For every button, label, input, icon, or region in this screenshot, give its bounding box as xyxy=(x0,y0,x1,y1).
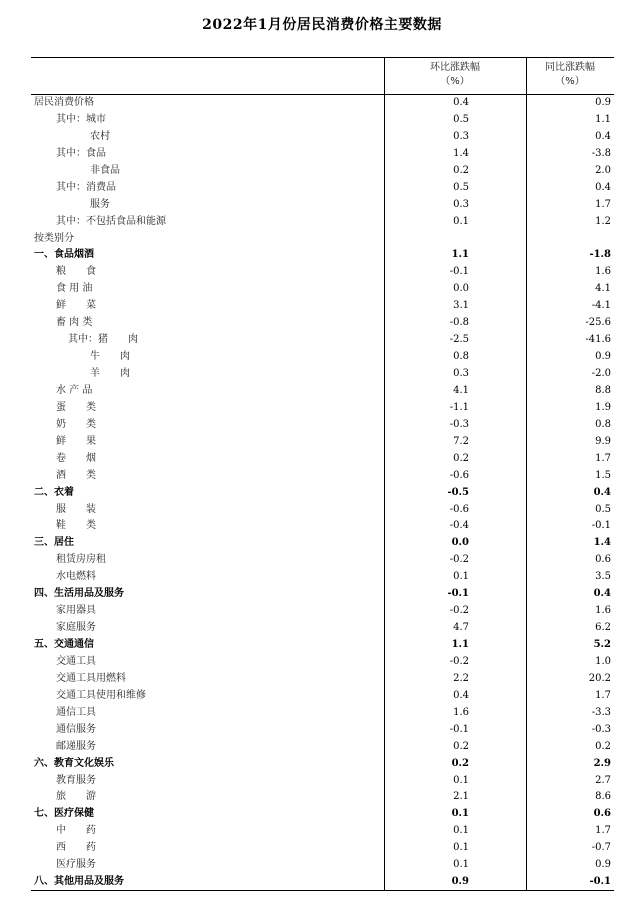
row-label: 鲜 菜 xyxy=(56,300,96,312)
mom-value: 0.5 xyxy=(453,113,469,125)
table-row xyxy=(31,383,614,400)
mom-value: 0.1 xyxy=(453,859,469,871)
table-row xyxy=(31,823,614,840)
row-label: 其中：食品 xyxy=(56,147,106,159)
mom-value: 2.1 xyxy=(453,791,469,803)
table-row xyxy=(31,857,614,874)
yoy-value: 2.0 xyxy=(595,164,611,176)
yoy-value: 0.5 xyxy=(595,503,611,515)
table-row xyxy=(31,264,614,281)
category-row xyxy=(31,485,614,502)
yoy-value: -25.6 xyxy=(585,317,611,329)
table-row xyxy=(31,349,614,366)
table-row xyxy=(31,400,614,417)
mom-value: 1.1 xyxy=(451,639,469,650)
table-row xyxy=(31,569,614,586)
table-row xyxy=(31,654,614,671)
mom-value: 0.3 xyxy=(453,368,469,379)
row-label: 农村 xyxy=(90,130,110,142)
row-label: 通信服务 xyxy=(56,723,96,735)
row-label: 食 用 油 xyxy=(56,283,93,295)
yoy-value: 1.6 xyxy=(595,605,611,617)
table-row xyxy=(31,281,614,298)
mom-value: 0.1 xyxy=(453,842,469,854)
mom-value: -0.1 xyxy=(449,266,469,278)
row-label: 家用器具 xyxy=(56,605,96,617)
table-row xyxy=(31,552,614,569)
yoy-value: 1.4 xyxy=(593,537,611,549)
yoy-value: 0.9 xyxy=(595,859,611,871)
yoy-value: 8.8 xyxy=(595,384,611,396)
mom-value: 0.1 xyxy=(451,808,469,820)
row-label: 通信工具 xyxy=(56,706,96,718)
category-row xyxy=(31,806,614,823)
mom-value: -1.1 xyxy=(449,401,469,413)
row-label: 酒 类 xyxy=(56,469,96,481)
yoy-value: 1.9 xyxy=(595,401,611,413)
table-row xyxy=(31,298,614,315)
row-label: 四、生活用品及服务 xyxy=(34,588,124,600)
table-header xyxy=(31,57,614,95)
table-row xyxy=(31,773,614,790)
yoy-value: -0.1 xyxy=(591,520,611,532)
row-label: 一、食品烟酒 xyxy=(34,249,94,261)
row-label: 邮递服务 xyxy=(56,740,96,752)
header-yoy-unit: （%） xyxy=(555,76,585,87)
row-label: 医疗服务 xyxy=(56,859,96,871)
table-row xyxy=(31,231,614,248)
yoy-value: 0.4 xyxy=(593,588,611,600)
yoy-value: 1.6 xyxy=(595,266,611,278)
mom-value: 0.1 xyxy=(453,215,469,227)
row-label: 畜 肉 类 xyxy=(56,317,93,329)
category-row xyxy=(31,586,614,603)
yoy-value: 1.2 xyxy=(595,215,611,227)
yoy-value: 0.6 xyxy=(593,808,611,820)
row-label: 三、居住 xyxy=(34,537,74,549)
mom-value: 0.2 xyxy=(451,757,469,769)
row-label: 居民消费价格 xyxy=(34,97,94,108)
yoy-value: 1.7 xyxy=(595,689,611,701)
row-label: 卷 烟 xyxy=(56,452,96,464)
yoy-value: 3.5 xyxy=(595,571,611,583)
row-label: 八、其他用品及服务 xyxy=(34,876,124,888)
table-row xyxy=(31,739,614,756)
table-row xyxy=(31,840,614,857)
mom-value: -0.1 xyxy=(447,588,469,600)
mom-value: -0.6 xyxy=(449,469,469,481)
table-row xyxy=(31,163,614,180)
mom-value: 1.4 xyxy=(453,147,469,159)
mom-value: -0.8 xyxy=(449,317,469,329)
row-label: 其中：猪 肉 xyxy=(68,334,138,346)
yoy-value: -41.6 xyxy=(585,334,611,346)
mom-value: -0.3 xyxy=(449,418,469,430)
table-row xyxy=(31,620,614,637)
category-row xyxy=(31,535,614,552)
row-label: 奶 类 xyxy=(56,418,96,430)
row-label: 西 药 xyxy=(56,842,96,854)
header-mom-unit: （%） xyxy=(440,76,470,87)
row-label: 旅 游 xyxy=(56,791,96,803)
row-label: 非食品 xyxy=(90,164,120,176)
yoy-value: 8.6 xyxy=(595,791,611,803)
mom-value: 1.6 xyxy=(453,706,469,718)
yoy-value: 1.7 xyxy=(595,452,611,464)
table-row xyxy=(31,197,614,214)
yoy-value: -0.1 xyxy=(589,876,611,888)
table-row xyxy=(31,315,614,332)
mom-value: 1.1 xyxy=(451,249,469,261)
yoy-value: -0.7 xyxy=(591,842,611,854)
table-row xyxy=(31,671,614,688)
mom-value: 2.2 xyxy=(453,672,469,684)
table-row xyxy=(31,688,614,705)
table-row xyxy=(31,146,614,163)
table-body xyxy=(31,95,614,891)
table-row xyxy=(31,789,614,806)
header-mom xyxy=(384,61,526,89)
row-label: 羊 肉 xyxy=(90,368,130,379)
yoy-value: -4.1 xyxy=(591,300,611,312)
table-row xyxy=(31,468,614,485)
data-table xyxy=(31,57,614,891)
row-label: 水 产 品 xyxy=(56,384,93,396)
mom-value: -0.2 xyxy=(449,655,469,667)
row-label: 服 装 xyxy=(56,503,96,515)
yoy-value: 1.5 xyxy=(595,469,611,481)
mom-value: 0.2 xyxy=(453,740,469,752)
mom-value: 0.8 xyxy=(453,351,469,363)
row-label: 教育服务 xyxy=(56,774,96,786)
yoy-value: 1.1 xyxy=(595,113,611,125)
category-row xyxy=(31,247,614,264)
yoy-value: 2.9 xyxy=(593,757,611,769)
mom-value: -0.4 xyxy=(449,520,469,532)
table-row xyxy=(31,214,614,231)
yoy-value: 0.8 xyxy=(595,418,611,430)
mom-value: 0.1 xyxy=(453,571,469,583)
yoy-value: 6.2 xyxy=(595,622,611,634)
row-label: 二、衣着 xyxy=(34,486,74,498)
header-mom-label: 环比涨跌幅 xyxy=(430,62,480,73)
table-row xyxy=(31,502,614,519)
mom-value: -2.5 xyxy=(449,334,469,346)
table-row xyxy=(31,129,614,146)
page-title: 2022年1月份居民消费价格主要数据 xyxy=(202,17,442,33)
row-label: 租赁房房租 xyxy=(56,554,106,566)
row-label: 其中：城市 xyxy=(56,113,106,125)
mom-value: 0.1 xyxy=(453,774,469,786)
mom-value: 0.9 xyxy=(451,876,469,888)
mom-value: 0.1 xyxy=(453,825,469,837)
row-label: 五、交通通信 xyxy=(34,639,94,650)
mom-value: 4.7 xyxy=(453,622,469,634)
table-row xyxy=(31,705,614,722)
mom-value: 0.2 xyxy=(453,452,469,464)
yoy-value: -3.3 xyxy=(591,706,611,718)
row-label: 中 药 xyxy=(56,825,96,837)
row-label: 交通工具使用和维修 xyxy=(56,689,146,701)
table-row xyxy=(31,603,614,620)
category-row xyxy=(31,874,614,891)
yoy-value: 0.4 xyxy=(595,130,611,142)
mom-value: 0.2 xyxy=(453,164,469,176)
yoy-value: -3.8 xyxy=(591,147,611,159)
yoy-value: 20.2 xyxy=(588,672,611,684)
row-label: 交通工具 xyxy=(56,655,96,667)
table-row xyxy=(31,451,614,468)
mom-value: -0.2 xyxy=(449,554,469,566)
row-label: 其中：消费品 xyxy=(56,181,116,193)
row-label: 水电燃料 xyxy=(56,571,96,583)
row-label: 六、教育文化娱乐 xyxy=(34,757,114,769)
table-row xyxy=(31,180,614,197)
mom-value: 0.5 xyxy=(453,181,469,193)
table-row xyxy=(31,95,614,112)
mom-value: -0.6 xyxy=(449,503,469,515)
header-yoy-label: 同比涨跌幅 xyxy=(545,62,595,73)
yoy-value: -2.0 xyxy=(591,368,611,379)
row-label: 鲜 果 xyxy=(56,435,96,447)
yoy-value: 0.2 xyxy=(595,740,611,752)
yoy-value: 0.9 xyxy=(595,351,611,363)
yoy-value: -0.3 xyxy=(591,723,611,735)
yoy-value: 0.6 xyxy=(595,554,611,566)
table-row xyxy=(31,332,614,349)
row-label: 七、医疗保健 xyxy=(34,808,94,820)
mom-value: 4.1 xyxy=(453,384,469,396)
mom-value: -0.5 xyxy=(447,486,469,498)
category-row xyxy=(31,637,614,654)
mom-value: 3.1 xyxy=(453,300,469,312)
mom-value: -0.1 xyxy=(449,723,469,735)
mom-value: 0.3 xyxy=(453,130,469,142)
mom-value: 7.2 xyxy=(453,435,469,447)
yoy-value: 1.7 xyxy=(595,825,611,837)
mom-value: 0.3 xyxy=(453,198,469,210)
yoy-value: 1.7 xyxy=(595,198,611,210)
yoy-value: -1.8 xyxy=(589,249,611,261)
row-label: 粮 食 xyxy=(56,266,96,278)
table-row xyxy=(31,417,614,434)
yoy-value: 0.4 xyxy=(595,181,611,193)
yoy-value: 4.1 xyxy=(595,283,611,295)
category-row xyxy=(31,756,614,773)
header-yoy xyxy=(526,61,614,89)
table-row xyxy=(31,722,614,739)
mom-value: 0.4 xyxy=(453,689,469,701)
row-label: 服务 xyxy=(90,198,110,210)
mom-value: 0.0 xyxy=(453,283,469,295)
yoy-value: 9.9 xyxy=(595,435,611,447)
table-row xyxy=(31,112,614,129)
row-label: 蛋 类 xyxy=(56,401,96,413)
row-label: 按类别分 xyxy=(34,232,74,244)
mom-value: 0.4 xyxy=(453,97,469,108)
row-label: 牛 肉 xyxy=(90,351,130,363)
row-label: 其中：不包括食品和能源 xyxy=(56,215,166,227)
mom-value: 0.0 xyxy=(451,537,469,549)
row-label: 家庭服务 xyxy=(56,622,96,634)
yoy-value: 0.4 xyxy=(593,486,611,498)
table-row xyxy=(31,366,614,383)
yoy-value: 2.7 xyxy=(595,774,611,786)
yoy-value: 1.0 xyxy=(595,655,611,667)
yoy-value: 5.2 xyxy=(593,639,611,650)
table-row xyxy=(31,434,614,451)
row-label: 交通工具用燃料 xyxy=(56,672,126,684)
yoy-value: 0.9 xyxy=(595,97,611,108)
row-label: 鞋 类 xyxy=(56,520,96,532)
table-row xyxy=(31,518,614,535)
mom-value: -0.2 xyxy=(449,605,469,617)
